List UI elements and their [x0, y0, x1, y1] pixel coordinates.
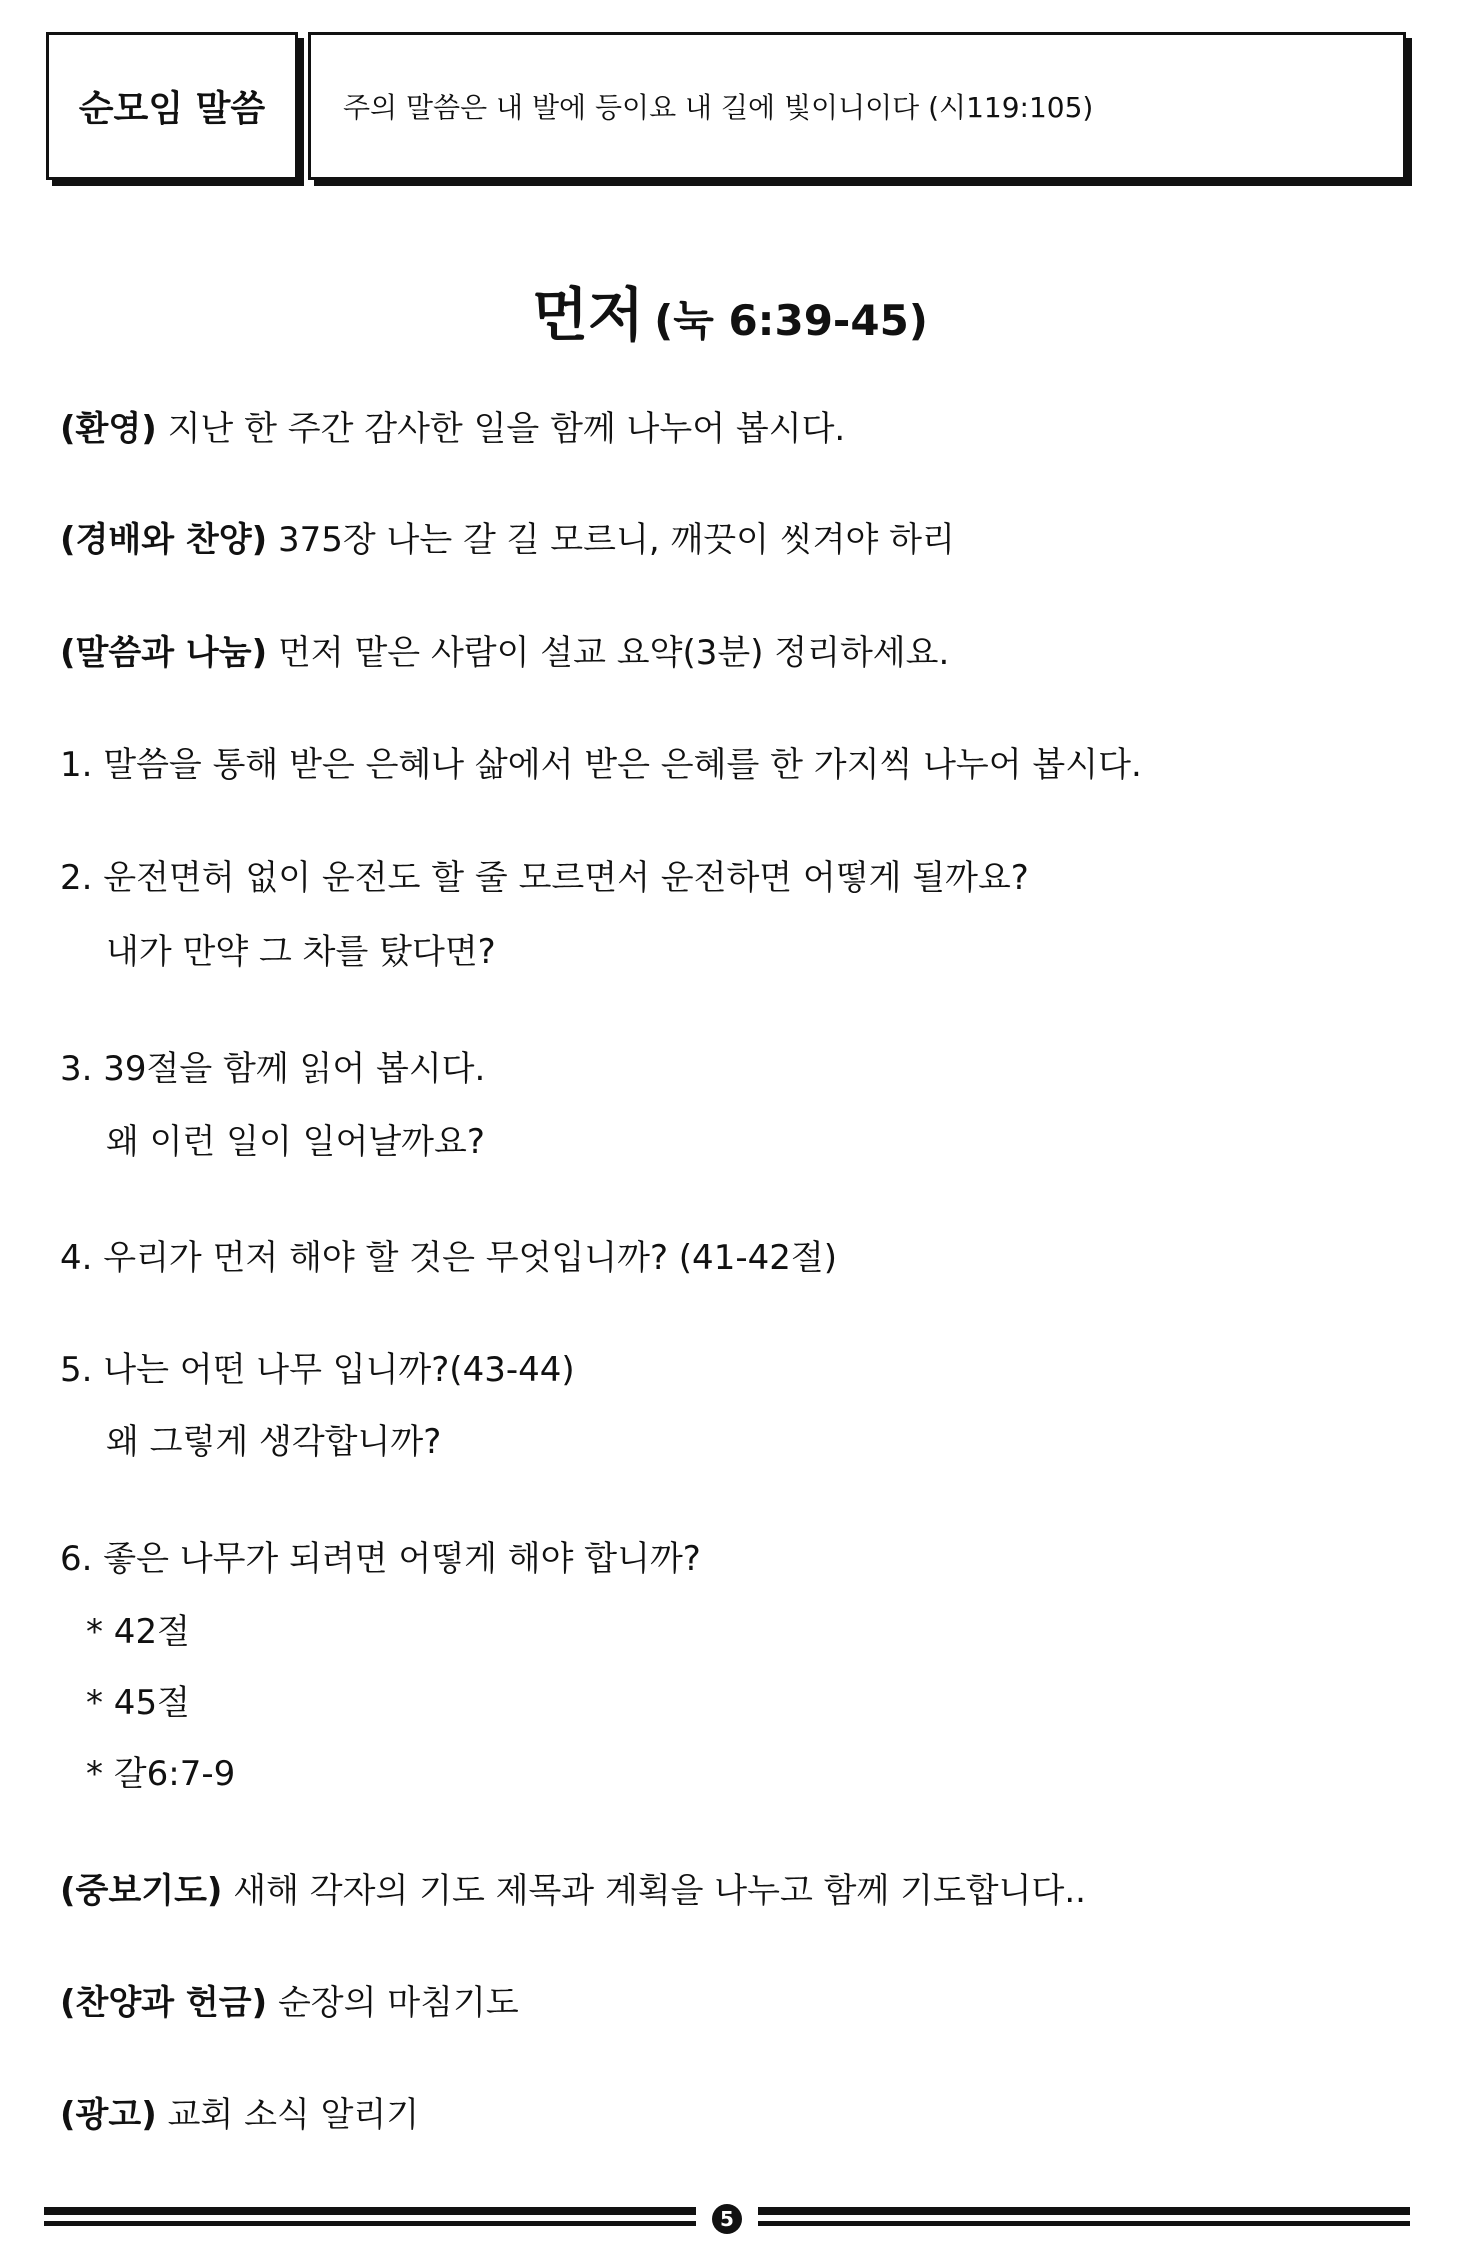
welcome-text: 지난 한 주간 감사한 일을 함께 나누어 봅시다. — [156, 409, 846, 449]
theme-verse-box — [308, 32, 1406, 180]
announcement-text: 교회 소식 알리기 — [156, 2095, 420, 2135]
footer-rule — [758, 2207, 1410, 2215]
title-reference: (눅 6:39-45) — [654, 296, 928, 345]
worship-text: 375장 나는 갈 길 모르니, 깨끗이 씻겨야 하리 — [267, 520, 955, 560]
question-3-followup: 왜 이런 일이 일어날까요? — [106, 1122, 485, 1162]
worship-line — [60, 520, 955, 560]
question-6-bullet: * 갈6:7-9 — [86, 1754, 236, 1794]
offering-line — [60, 1983, 519, 2023]
page-number-badge: 5 — [712, 2204, 742, 2234]
question-3: 3. 39절을 함께 읽어 봅시다. — [60, 1049, 486, 1089]
offering-label: (찬양과 헌금) — [60, 1983, 268, 2023]
offering-text: 순장의 마침기도 — [267, 1983, 519, 2023]
question-2-followup: 내가 만약 그 차를 탔다면? — [106, 932, 496, 972]
intercession-label: (중보기도) — [60, 1871, 223, 1911]
footer-rule — [44, 2207, 696, 2215]
footer-rule — [758, 2221, 1410, 2226]
question-4: 4. 우리가 먼저 해야 할 것은 무엇입니까? (41-42절) — [60, 1238, 837, 1278]
intercession-line — [60, 1871, 1086, 1911]
intercession-text: 새해 각자의 기도 제목과 계획을 나누고 함께 기도합니다.. — [222, 1871, 1086, 1911]
question-6-bullet: * 42절 — [86, 1612, 190, 1652]
theme-verse: 주의 말씀은 내 발에 등이요 내 길에 빛이니이다 (시119:105) — [343, 91, 1094, 124]
footer-rule — [44, 2221, 696, 2226]
question-2: 2. 운전면허 없이 운전도 할 줄 모르면서 운전하면 어떻게 될까요? — [60, 858, 1029, 898]
section-label: 순모임 말씀 — [78, 88, 266, 130]
announcement-line — [60, 2095, 420, 2135]
section-label-box — [46, 32, 298, 180]
welcome-line — [60, 409, 846, 449]
question-5: 5. 나는 어떤 나무 입니까?(43-44) — [60, 1350, 575, 1390]
question-1: 1. 말씀을 통해 받은 은혜나 삶에서 받은 은혜를 한 가지씩 나누어 봅시다. — [60, 745, 1142, 785]
title-main: 먼저 — [532, 281, 645, 349]
sharing-label: (말씀과 나눔) — [60, 633, 268, 673]
worship-label: (경배와 찬양) — [60, 520, 268, 560]
question-6: 6. 좋은 나무가 되려면 어떻게 해야 합니까? — [60, 1539, 701, 1579]
page-footer — [44, 2204, 1410, 2234]
question-6-bullet: * 45절 — [86, 1683, 190, 1723]
sharing-line — [60, 633, 950, 673]
welcome-label: (환영) — [60, 409, 157, 449]
question-5-followup: 왜 그렇게 생각합니까? — [106, 1422, 442, 1462]
page-title — [0, 268, 1460, 352]
sharing-text: 먼저 맡은 사람이 설교 요약(3분) 정리하세요. — [267, 633, 950, 673]
announcement-label: (광고) — [60, 2095, 157, 2135]
